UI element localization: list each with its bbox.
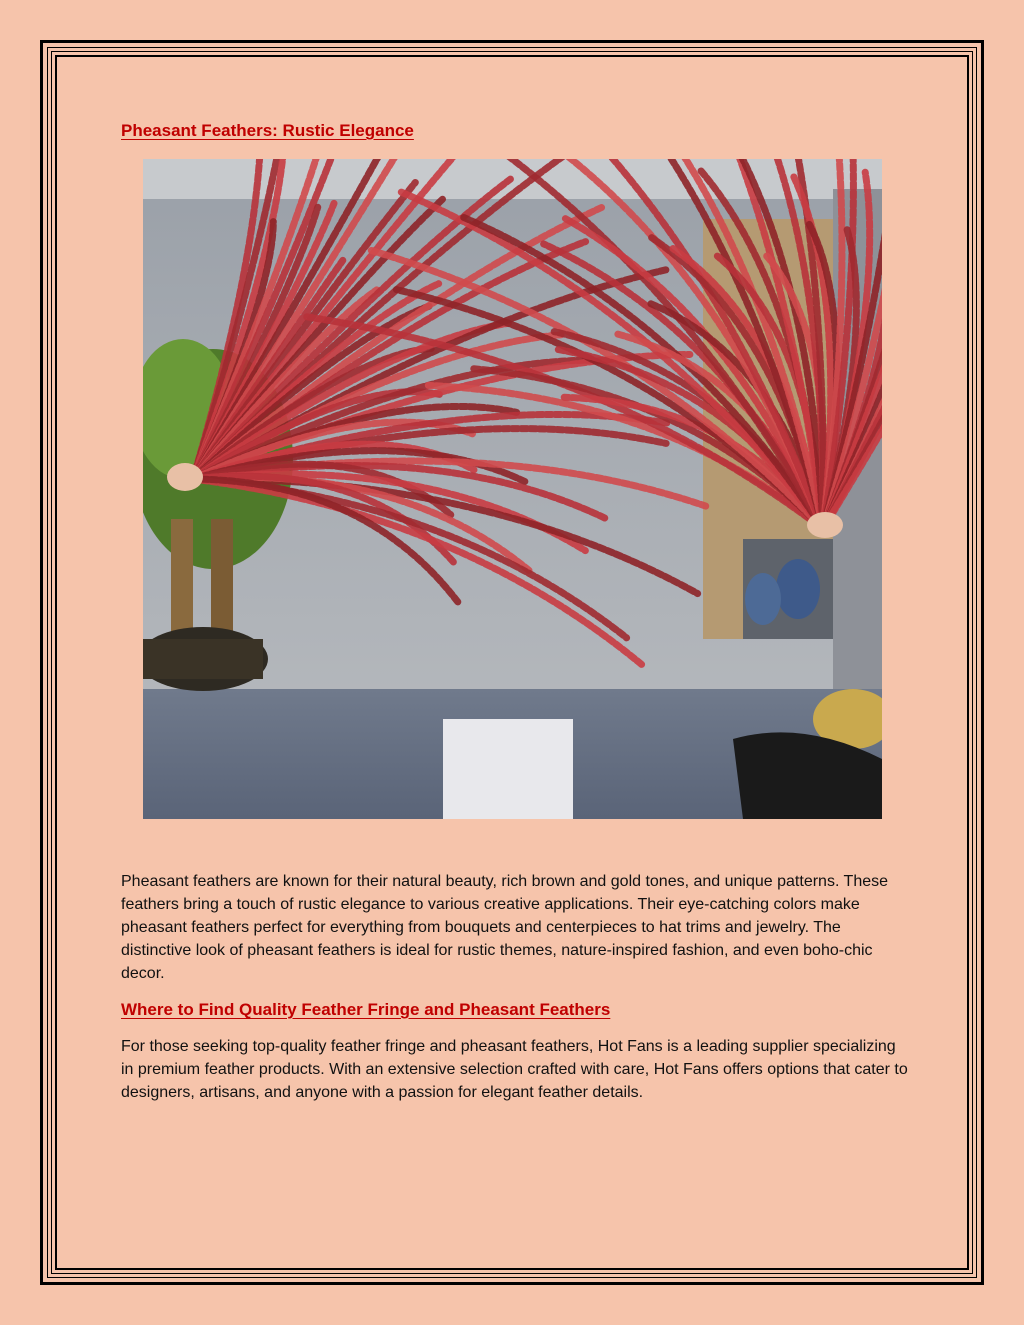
section-heading[interactable]: Where to Find Quality Feather Fringe and Pheasant Feathers — [121, 1000, 611, 1019]
pheasant-feather-fan-photo — [143, 159, 882, 819]
section-paragraph: Pheasant feathers are known for their natural beauty, rich brown and gold tones, and unique patterns. These feathers bring a touch of rustic elegance to various creative applications. Their eye-catching colors make pheasant feathers perfect for everything from bouquets and centerpieces to hat trims and jewelry. The distinctive look of pheasant feathers is ideal for rustic themes, nature-inspired fashion, and even boho-chic decor. — [121, 873, 889, 982]
section-heading[interactable]: Pheasant Feathers: Rustic Elegance — [121, 121, 414, 140]
section-paragraph: For those seeking top-quality feather fringe and pheasant feathers, Hot Fans is a leading supplier specializing in premium feather products. With an extensive selection crafted with care, Hot Fans offers options that cater to designers, artisans, and anyone with a passion for elegant feather details. — [121, 1038, 908, 1101]
